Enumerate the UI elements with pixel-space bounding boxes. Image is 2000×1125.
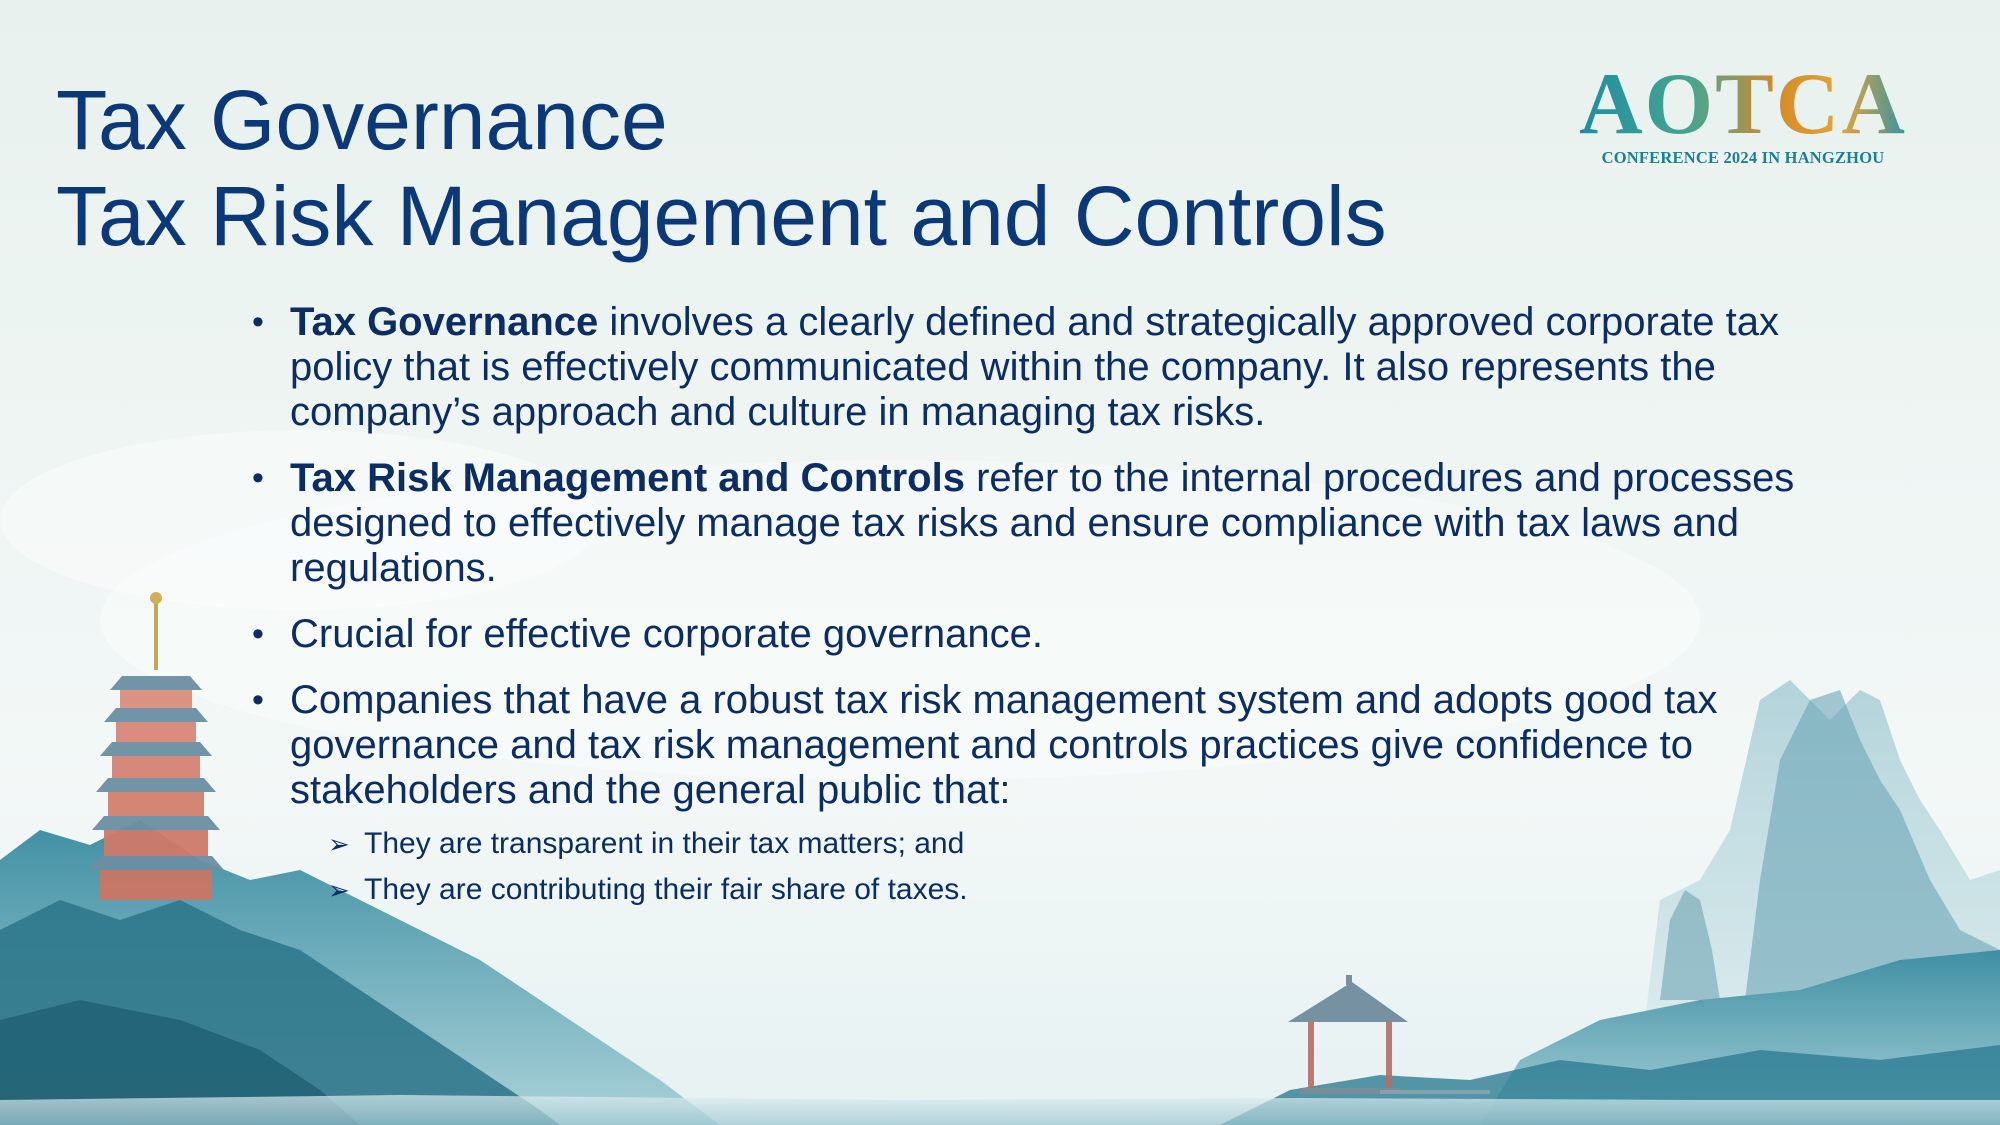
sub-bullet-text: They are transparent in their tax matters; and xyxy=(364,827,965,860)
sub-bullet-item xyxy=(328,867,1868,913)
bullet-bold-term: Tax Risk Management and Controls xyxy=(290,456,965,500)
slide-title xyxy=(56,72,1387,264)
bullet-text xyxy=(290,678,1717,812)
arrow-bullet-icon: ➢ xyxy=(328,829,350,859)
bullet-text xyxy=(290,300,1779,434)
bullet-body: refer to the internal procedures and processes designed to effectively manage tax risks and ensure compliance with tax laws and regulations. xyxy=(290,456,1795,590)
bullet-item xyxy=(248,300,1868,435)
arrow-bullet-icon: ➢ xyxy=(328,875,350,905)
sub-bullet-item xyxy=(328,821,1868,867)
bullet-body: involves a clearly defined and strategically approved corporate tax policy that is effectively communicated within the company. It also represents the company’s approach and culture in managing tax risks. xyxy=(290,300,1779,434)
bullet-item xyxy=(248,456,1868,591)
bullet-marker-icon: • xyxy=(252,303,264,341)
bullet-text xyxy=(290,456,1794,590)
bullet-marker-icon: • xyxy=(252,459,264,497)
aotca-logo xyxy=(1578,56,1908,168)
title-line-1: Tax Governance xyxy=(56,73,668,167)
sub-bullet-list xyxy=(328,821,1868,913)
bullet-marker-icon: • xyxy=(252,615,264,653)
bullet-bold-term: Tax Governance xyxy=(290,300,599,344)
bullet-item xyxy=(248,678,1868,913)
pavilion-illustration xyxy=(1288,975,1490,1094)
logo-wordmark: AOTCA xyxy=(1579,56,1907,153)
bullet-item xyxy=(248,612,1868,657)
title-line-2: Tax Risk Management and Controls xyxy=(56,169,1387,263)
sub-bullet-text: They are contributing their fair share of taxes. xyxy=(364,873,968,906)
bullet-body: Crucial for effective corporate governance. xyxy=(290,612,1043,656)
bullet-body: Companies that have a robust tax risk management system and adopts good tax governance and tax risk management and controls practices give confidence to stakeholders and the general public that: xyxy=(290,678,1718,812)
bullet-text xyxy=(290,612,1043,656)
bullet-list xyxy=(248,300,1868,934)
logo-subtitle: CONFERENCE 2024 IN HANGZHOU xyxy=(1601,148,1885,167)
bullet-marker-icon: • xyxy=(252,681,264,719)
